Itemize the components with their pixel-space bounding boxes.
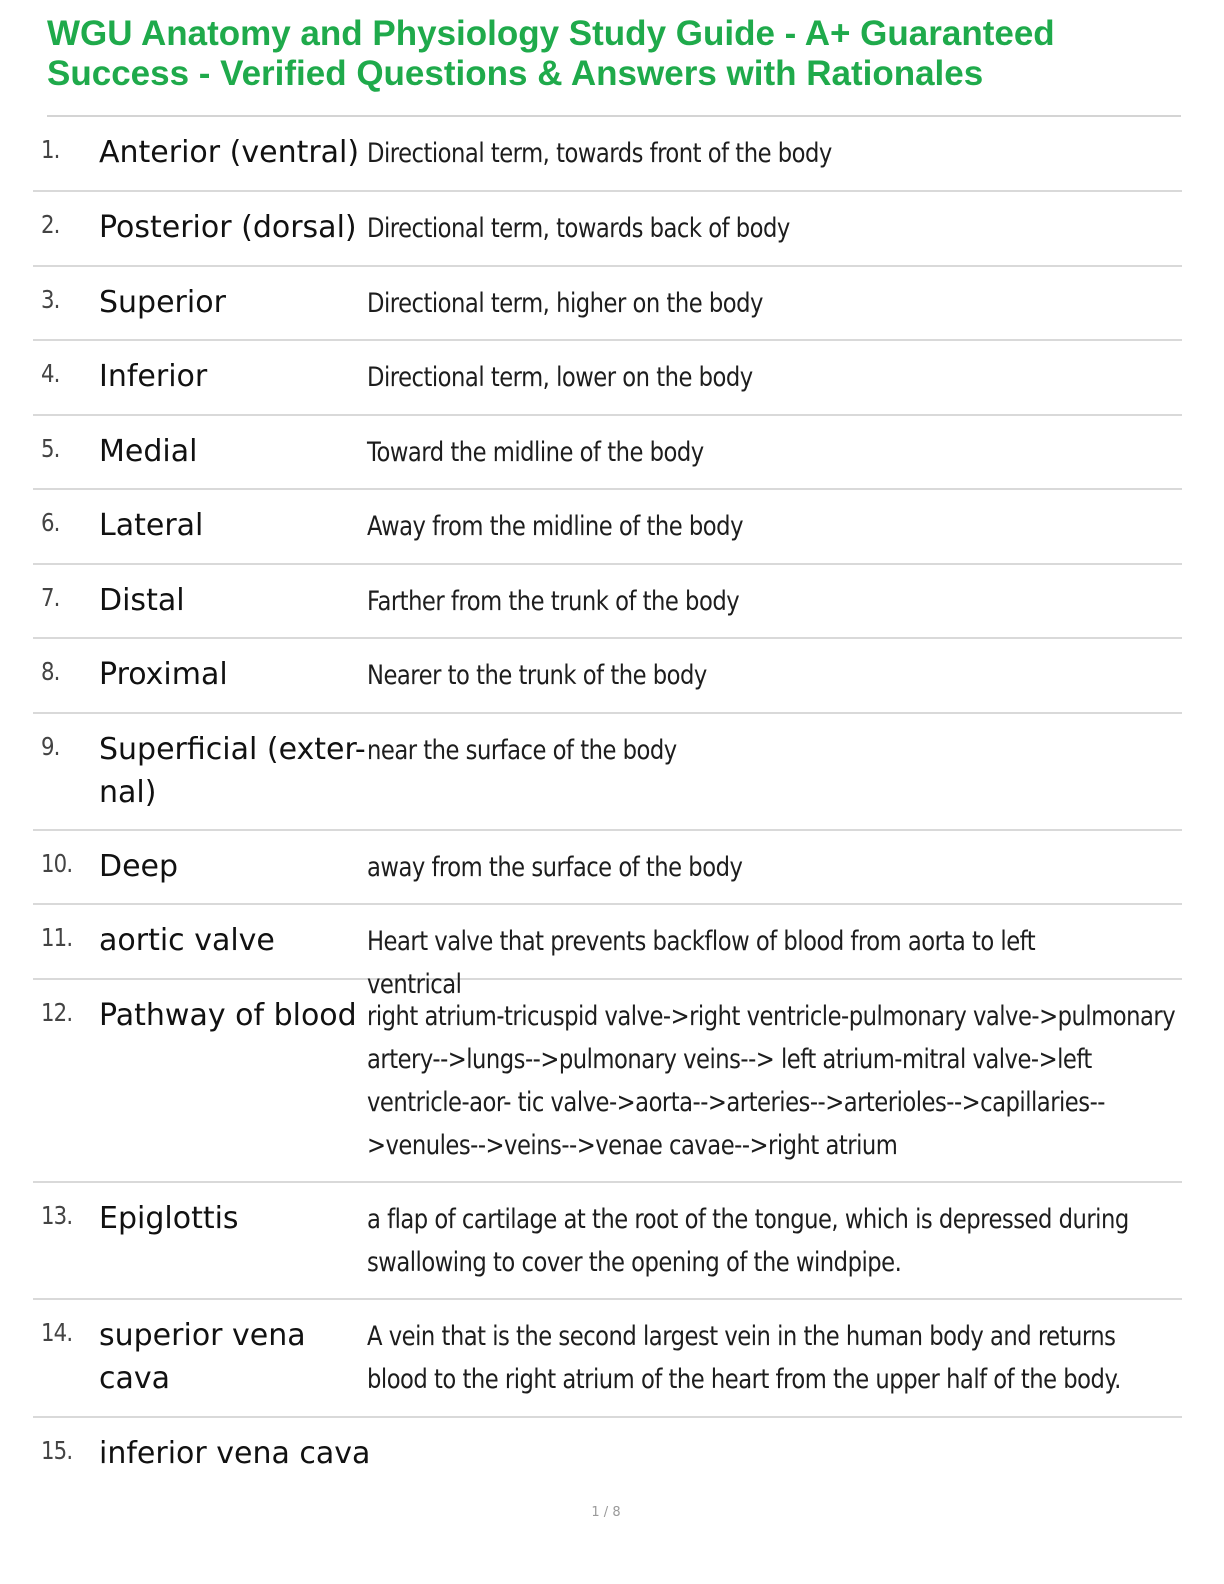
document-title-line-1: WGU Anatomy and Physiology Study Guide - A+ Guaranteed: [47, 14, 1055, 53]
term-definition-text: right atrium-tricuspid valve->right ventricle-pulmonary valve->pulmonary artery-->lungs-->pulmonary veins--> left atrium-mitral valve->left ventricle-aor- tic valve->aorta-->arteries-->arterioles-->capillaries-->venules-->veins-->venae cavae-->right atrium: [367, 1001, 1176, 1161]
term-definition: Nearer to the trunk of the body: [367, 660, 707, 691]
term-label: Anterior (ventral): [99, 135, 360, 170]
term-row: [33, 490, 1182, 565]
term-row: [33, 831, 1182, 905]
term-row: [33, 267, 1182, 341]
term-label-line-2: cava: [99, 1361, 171, 1396]
term-definition: [367, 995, 1176, 1167]
term-definition: Away from the midline of the body: [367, 511, 743, 542]
document-title: [47, 14, 1187, 94]
term-definition: Directional term, lower on the body: [367, 362, 753, 393]
term-number: 14.: [41, 1318, 73, 1347]
term-label: aortic valve: [99, 923, 275, 958]
term-definition: [367, 1315, 1121, 1401]
term-row: [33, 639, 1182, 714]
term-number: 8.: [41, 657, 60, 686]
term-number: 2.: [41, 210, 60, 239]
term-label: Deep: [99, 849, 179, 884]
term-label: Proximal: [99, 657, 228, 692]
term-row: [33, 565, 1182, 639]
term-label: Medial: [99, 434, 198, 469]
term-number: 5.: [41, 434, 60, 463]
term-number: 3.: [41, 285, 60, 314]
term-label-line-1: superior vena: [99, 1318, 306, 1353]
page-number: 1 / 8: [591, 1505, 621, 1520]
term-row: [33, 1418, 1182, 1492]
term-label-line-1: Superficial (exter-: [99, 732, 366, 767]
term-label: Pathway of blood: [99, 998, 357, 1033]
term-number: 7.: [41, 583, 60, 612]
term-row: [33, 117, 1182, 192]
term-number: 4.: [41, 359, 60, 388]
term-definition: Directional term, towards back of body: [367, 213, 790, 244]
term-row: [33, 905, 1182, 1000]
term-label: Epiglottis: [99, 1201, 239, 1236]
term-number: 13.: [41, 1201, 73, 1230]
term-definition-text: a flap of cartilage at the root of the tongue, which is depressed during swallowing to cover the opening of the windpipe.: [367, 1204, 1129, 1278]
term-number: 12.: [41, 998, 73, 1027]
term-number: 11.: [41, 923, 73, 952]
term-label: [99, 1314, 367, 1400]
term-label-line-2: nal): [99, 775, 157, 810]
term-number: 15.: [41, 1436, 73, 1465]
term-definition: [367, 1198, 1129, 1284]
term-label: [99, 728, 367, 814]
terms-list: [33, 117, 1182, 1492]
term-row: [33, 1300, 1182, 1418]
term-row: [33, 714, 1182, 831]
term-number: 10.: [41, 849, 73, 878]
term-definition: Heart valve that prevents backflow of blood from aorta to left ventrical: [367, 926, 1036, 1000]
term-label: Distal: [99, 583, 185, 618]
term-row: [33, 416, 1182, 490]
term-row: [33, 341, 1182, 416]
document-title-line-2: Success - Verified Questions & Answers with Rationales: [47, 54, 984, 93]
term-definition-text: A vein that is the second largest vein in the human body and returns blood to the right atrium of the heart from the upper half of the body.: [367, 1321, 1121, 1395]
term-definition: Directional term, towards front of the body: [367, 138, 832, 169]
term-row: [33, 980, 1182, 1183]
term-row: [33, 192, 1182, 267]
term-label: Lateral: [99, 508, 204, 543]
term-definition: away from the surface of the body: [367, 852, 743, 883]
term-definition: Toward the midline of the body: [367, 437, 704, 468]
term-definition: Directional term, higher on the body: [367, 288, 763, 319]
term-number: 1.: [41, 135, 60, 164]
term-definition: Farther from the trunk of the body: [367, 586, 740, 617]
term-label: Superior: [99, 285, 226, 320]
term-label: inferior vena cava: [99, 1436, 371, 1471]
term-number: 6.: [41, 508, 60, 537]
term-label: Inferior: [99, 359, 208, 394]
term-row: [33, 1183, 1182, 1300]
term-label: Posterior (dorsal): [99, 210, 357, 245]
term-number: 9.: [41, 732, 60, 761]
term-definition: near the surface of the body: [367, 735, 677, 766]
